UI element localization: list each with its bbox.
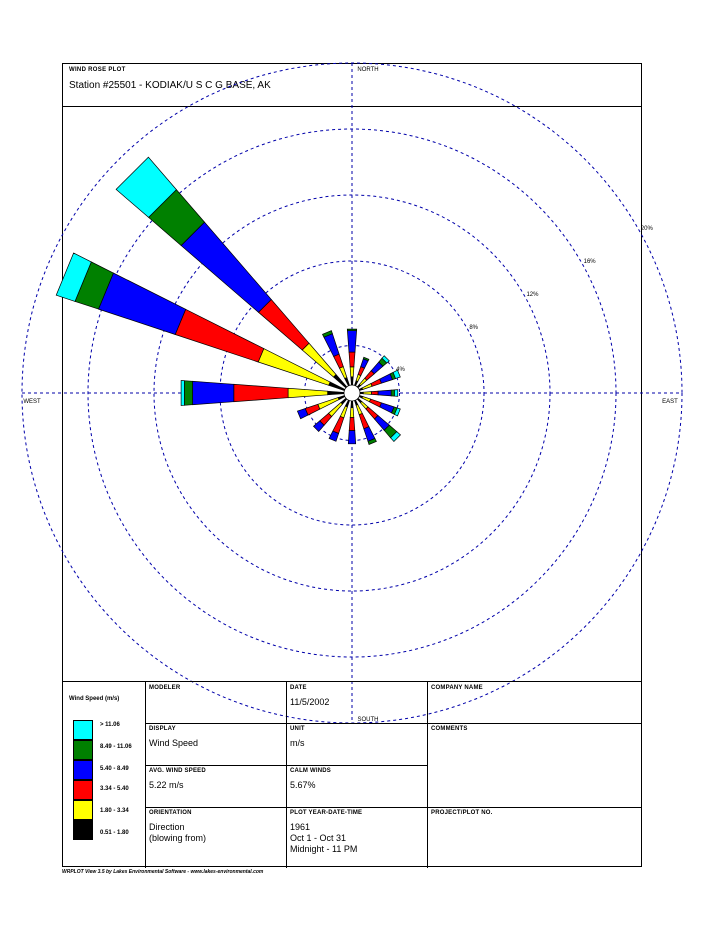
petal-0-bin-4 [347,329,356,331]
software-credit: WRPLOT View 3.5 by Lakes Environmental Software - www.lakes-environmental.com [62,869,264,875]
petal-67.5-bin-1 [362,384,372,390]
ring-label-20: 20% [640,226,653,232]
station-title: Station #25501 - KODIAK/U S C G BASE, AK [69,80,271,91]
legend-label: 0.51 - 1.80 [100,830,129,836]
petal-270-bin-0 [328,391,344,395]
display-value: Wind Speed [149,738,199,748]
avg-speed-label: AVG. WIND SPEED [149,768,206,774]
plot-year-line-2: Oct 1 - Oct 31 [290,833,347,843]
plot-year-line-3: Midnight - 11 PM [290,844,358,854]
petal-292.5-bin-2 [175,309,264,362]
date-cell [286,682,427,723]
ring-label-12: 12% [526,292,539,298]
petal-270-bin-4 [184,381,192,406]
petal-315-bin-2 [259,300,310,351]
petal-180-bin-0 [351,401,353,408]
petal-292.5-bin-3 [99,273,186,335]
legend [63,682,145,868]
plot-year-line-1: 1961 [290,822,311,832]
calm-winds-value: 5.67% [290,780,316,790]
unit-cell [286,723,427,765]
petal-202.5-bin-0 [345,400,349,407]
petal-270-bin-2 [234,384,288,401]
ring-label-8: 8% [469,325,478,331]
label-south: SOUTH [357,717,379,723]
orientation-label: ORIENTATION [149,810,192,816]
petal-180-bin-2 [349,417,355,430]
legend-label: 3.34 - 5.40 [100,786,129,792]
petal-0-bin-3 [347,331,356,352]
avg-speed-cell [145,765,286,807]
petal-0-bin-1 [350,367,354,377]
project-label: PROJECT/PLOT NO. [431,810,493,816]
label-north: NORTH [357,67,379,73]
legend-title: Wind Speed (m/s) [69,696,120,702]
avg-speed-value: 5.22 m/s [149,780,184,790]
legend-label: 8.49 - 11.06 [100,744,132,750]
comments-label: COMMENTS [431,726,468,732]
petal-337.5-bin-3 [324,334,339,357]
legend-swatch-2 [73,760,93,780]
label-east: EAST [662,399,678,405]
petal-202.5-bin-2 [333,416,344,433]
legend-label: > 11.06 [100,722,120,728]
legend-swatch-3 [73,780,93,800]
legend-swatch-0 [73,720,93,740]
calm-winds-cell [286,765,427,807]
petal-0-bin-0 [351,377,353,385]
petal-90-bin-1 [363,392,371,395]
company-cell [427,682,641,723]
comments-cell [427,723,641,807]
petal-337.5-bin-0 [345,378,350,386]
label-west: WEST [23,399,41,405]
petal-90-bin-2 [372,391,379,395]
petal-270-bin-1 [288,388,328,397]
petal-315-bin-3 [181,222,271,312]
orientation-line-2: (blowing from) [149,833,207,843]
modeler-cell [145,682,286,723]
display-label: DISPLAY [149,726,176,732]
display-cell [145,723,286,765]
unit-value: m/s [290,738,305,748]
petal-90-bin-0 [360,392,363,394]
petal-270-bin-3 [193,381,234,404]
petal-180-bin-1 [350,408,354,418]
date-label: DATE [290,685,307,691]
modeler-label: MODELER [149,685,181,691]
petal-90-bin-3 [378,390,391,396]
calm-winds-label: CALM WINDS [290,768,331,774]
petal-337.5-bin-1 [340,367,347,379]
petal-157.5-bin-2 [359,413,369,428]
orientation-cell [145,807,286,868]
petal-90-bin-5 [395,390,398,397]
petal-90-bin-4 [391,390,394,396]
petal-112.5-bin-2 [370,399,382,407]
petal-247.5-bin-0 [338,396,345,400]
petal-225-bin-1 [329,403,343,417]
plot-year-cell [286,807,427,868]
orientation-line-1: Direction [149,822,185,832]
orientation-value [149,822,206,844]
ring-label-4: 4% [396,367,405,374]
petal-292.5-bin-1 [258,349,330,386]
legend-label: 1.80 - 3.34 [100,808,129,814]
date-value: 11/5/2002 [290,697,330,707]
calm-circle [344,385,360,401]
petal-157.5-bin-1 [356,405,362,415]
unit-label: UNIT [290,726,305,732]
petal-0-bin-2 [349,352,355,367]
petal-270-bin-5 [181,381,184,406]
legend-swatch-5 [73,820,93,840]
plot-frame [23,63,678,867]
petal-112.5-bin-1 [362,397,371,402]
plot-type-label: WIND ROSE PLOT [69,67,126,73]
legend-swatch-1 [73,740,93,760]
info-footer [63,681,641,868]
petal-202.5-bin-1 [340,406,347,418]
petal-202.5-bin-3 [329,431,339,441]
petal-337.5-bin-2 [334,354,344,368]
project-cell [427,807,641,868]
ring-label-16: 16% [583,259,596,265]
petal-180-bin-3 [348,431,355,444]
legend-label: 5.40 - 8.49 [100,766,129,772]
plot-year-value [290,822,357,855]
plot-year-label: PLOT YEAR-DATE-TIME [290,810,363,816]
legend-swatch-4 [73,800,93,820]
company-label: COMPANY NAME [431,685,483,691]
